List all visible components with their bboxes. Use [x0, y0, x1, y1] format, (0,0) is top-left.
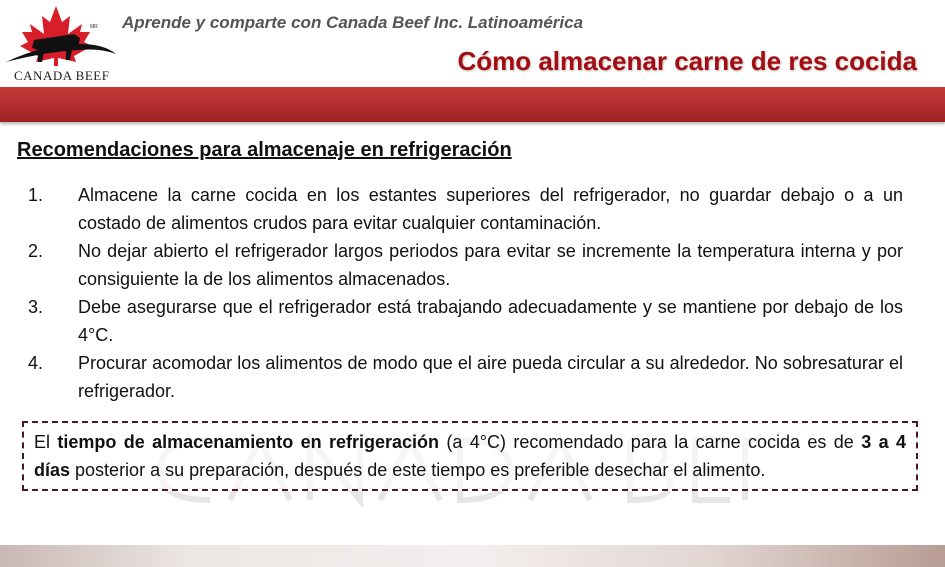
svg-text:MR: MR	[90, 24, 98, 30]
subtitle: Aprende y comparte con Canada Beef Inc. Latinoamérica	[122, 13, 584, 32]
item-text: Almacene la carne cocida en los estantes superiores del refrigerador, no guardar debajo o a un costado de alimentos crudos para evitar cualquier contaminación.	[78, 185, 903, 233]
note-text: posterior a su preparación, después de este tiempo es preferible desechar el alimento.	[70, 460, 766, 480]
note-bold: 3 a 4 días	[34, 432, 906, 480]
section-heading: Recomendaciones para almacenaje en refrigeración	[17, 139, 512, 161]
list-item	[28, 237, 903, 293]
list-item	[28, 293, 903, 349]
page-title: Cómo almacenar carne de res cocida	[457, 46, 917, 76]
item-number: 2.	[28, 241, 44, 261]
item-number: 3.	[28, 297, 44, 317]
storage-time-note	[22, 421, 918, 491]
recommendations-list	[28, 181, 903, 405]
maple-leaf-icon	[4, 4, 120, 66]
note-text: (a 4°C) recomendado para la carne cocida es de	[439, 432, 862, 452]
header-band	[0, 87, 945, 122]
canada-beef-logo	[4, 4, 120, 84]
list-item	[28, 181, 903, 237]
item-text: No dejar abierto el refrigerador largos periodos para evitar se incremente la temperatura interna y por consiguiente la de los alimentos almacenados.	[78, 241, 903, 289]
note-text: El	[34, 432, 58, 452]
note-bold: tiempo de almacenamiento en refrigeración	[57, 432, 440, 452]
list-item	[28, 349, 903, 405]
item-number: 1.	[28, 185, 44, 205]
item-text: Procurar acomodar los alimentos de modo que el aire pueda circular a su alrededor. No sobresaturar el refrigerador.	[78, 353, 903, 401]
item-text: Debe asegurarse que el refrigerador está trabajando adecuadamente y se mantiene por debajo de los 4°C.	[78, 297, 903, 345]
logo-text: CANADA BEEF	[14, 68, 110, 83]
background-photo	[0, 545, 945, 567]
main-content	[22, 181, 918, 491]
item-number: 4.	[28, 353, 44, 373]
